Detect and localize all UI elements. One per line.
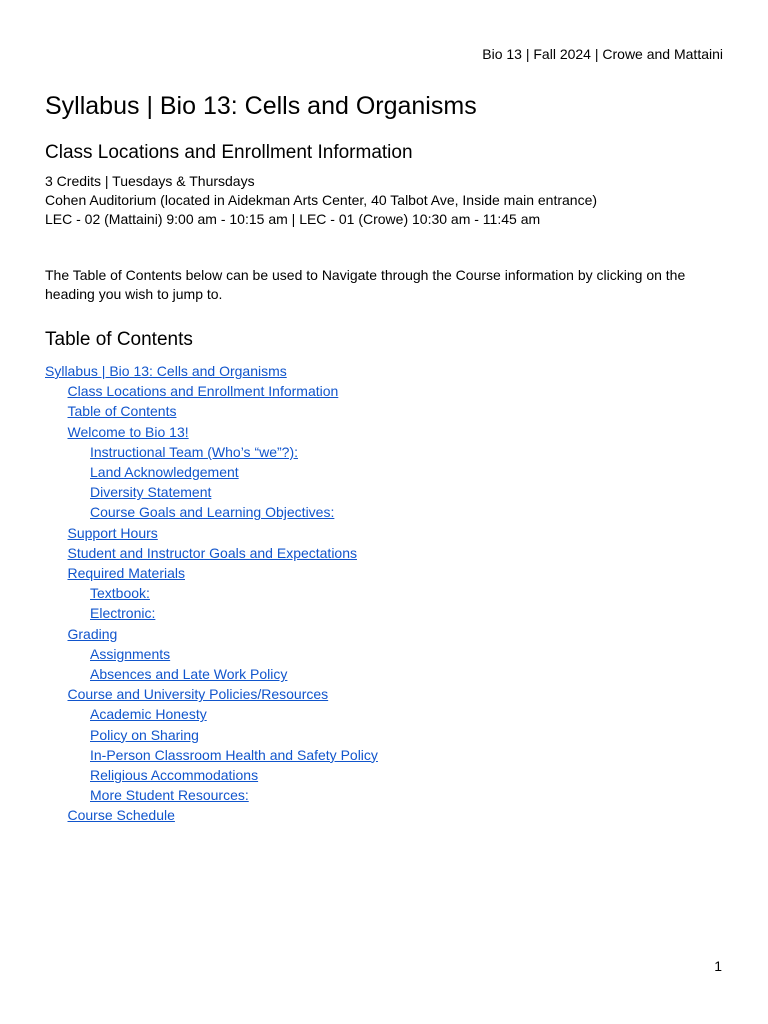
- toc-link[interactable]: Student and Instructor Goals and Expectations: [67, 544, 358, 561]
- toc-entry: [45, 523, 725, 543]
- toc-entry: [45, 805, 725, 825]
- toc-link[interactable]: Diversity Statement: [90, 484, 212, 501]
- credits-line: 3 Credits | Tuesdays & Thursdays: [45, 173, 255, 189]
- toc-link[interactable]: Absences and Late Work Policy: [90, 666, 288, 683]
- toc-link[interactable]: Academic Honesty: [90, 706, 207, 723]
- toc-entry: [45, 684, 725, 704]
- toc-entry: [45, 704, 725, 724]
- toc-entry: [45, 725, 725, 745]
- toc-entry: [45, 422, 725, 442]
- toc-link[interactable]: Textbook:: [90, 585, 150, 602]
- toc-entry: [45, 442, 725, 462]
- location-line: Cohen Auditorium (located in Aidekman Arts Center, 40 Talbot Ave, Inside main entrance): [45, 192, 598, 208]
- toc-link[interactable]: More Student Resources:: [90, 787, 249, 804]
- toc-link[interactable]: Course Goals and Learning Objectives:: [90, 504, 335, 521]
- toc-link[interactable]: Course and University Policies/Resources: [67, 686, 329, 703]
- toc-entry: [45, 785, 725, 805]
- toc-entry: [45, 462, 725, 482]
- toc-entry: [45, 583, 725, 603]
- toc-link[interactable]: Required Materials: [67, 565, 185, 582]
- toc-link[interactable]: Class Locations and Enrollment Information: [67, 383, 339, 400]
- toc-link[interactable]: Support Hours: [67, 524, 158, 541]
- toc-entry: [45, 482, 725, 502]
- lecture-times-line: LEC - 02 (Mattaini) 9:00 am - 10:15 am | LEC - 01 (Crowe) 10:30 am - 11:45 am: [45, 211, 541, 227]
- toc-link[interactable]: Instructional Team (Who’s “we”?):: [90, 443, 298, 460]
- toc-entry: [45, 624, 725, 644]
- toc-link[interactable]: Course Schedule: [67, 807, 175, 824]
- table-of-contents: [45, 361, 725, 826]
- toc-link[interactable]: Land Acknowledgement: [90, 464, 239, 481]
- toc-entry: [45, 381, 725, 401]
- toc-link[interactable]: Religious Accommodations: [90, 767, 259, 784]
- toc-entry: [45, 664, 725, 684]
- toc-entry: [45, 502, 725, 522]
- toc-link[interactable]: Electronic:: [90, 605, 156, 622]
- toc-entry: [45, 644, 725, 664]
- running-header: Bio 13 | Fall 2024 | Crowe and Mattaini: [482, 46, 723, 62]
- toc-intro-paragraph: The Table of Contents below can be used to Navigate through the Course information by clicking on the heading you wish to jump to.: [45, 267, 686, 302]
- toc-link[interactable]: Table of Contents: [67, 403, 177, 420]
- page-number: 1: [714, 958, 722, 974]
- section-heading-class-locations: Class Locations and Enrollment Information: [45, 142, 413, 163]
- document-body: [45, 90, 725, 826]
- toc-heading: Table of Contents: [45, 329, 193, 350]
- toc-entry: [45, 543, 725, 563]
- toc-link[interactable]: Policy on Sharing: [90, 726, 199, 743]
- toc-link[interactable]: Syllabus | Bio 13: Cells and Organisms: [45, 363, 287, 379]
- toc-link[interactable]: In-Person Classroom Health and Safety Policy: [90, 746, 378, 763]
- toc-entry: [45, 745, 725, 765]
- toc-link[interactable]: Welcome to Bio 13!: [67, 423, 189, 440]
- toc-entry: [45, 401, 725, 421]
- document-title: Syllabus | Bio 13: Cells and Organisms: [45, 92, 477, 120]
- enrollment-info: [45, 172, 725, 229]
- toc-link[interactable]: Grading: [67, 625, 118, 642]
- toc-entry: [45, 603, 725, 623]
- toc-entry: [45, 563, 725, 583]
- toc-entry: [45, 765, 725, 785]
- toc-entry: [45, 361, 725, 381]
- toc-link[interactable]: Assignments: [90, 645, 171, 662]
